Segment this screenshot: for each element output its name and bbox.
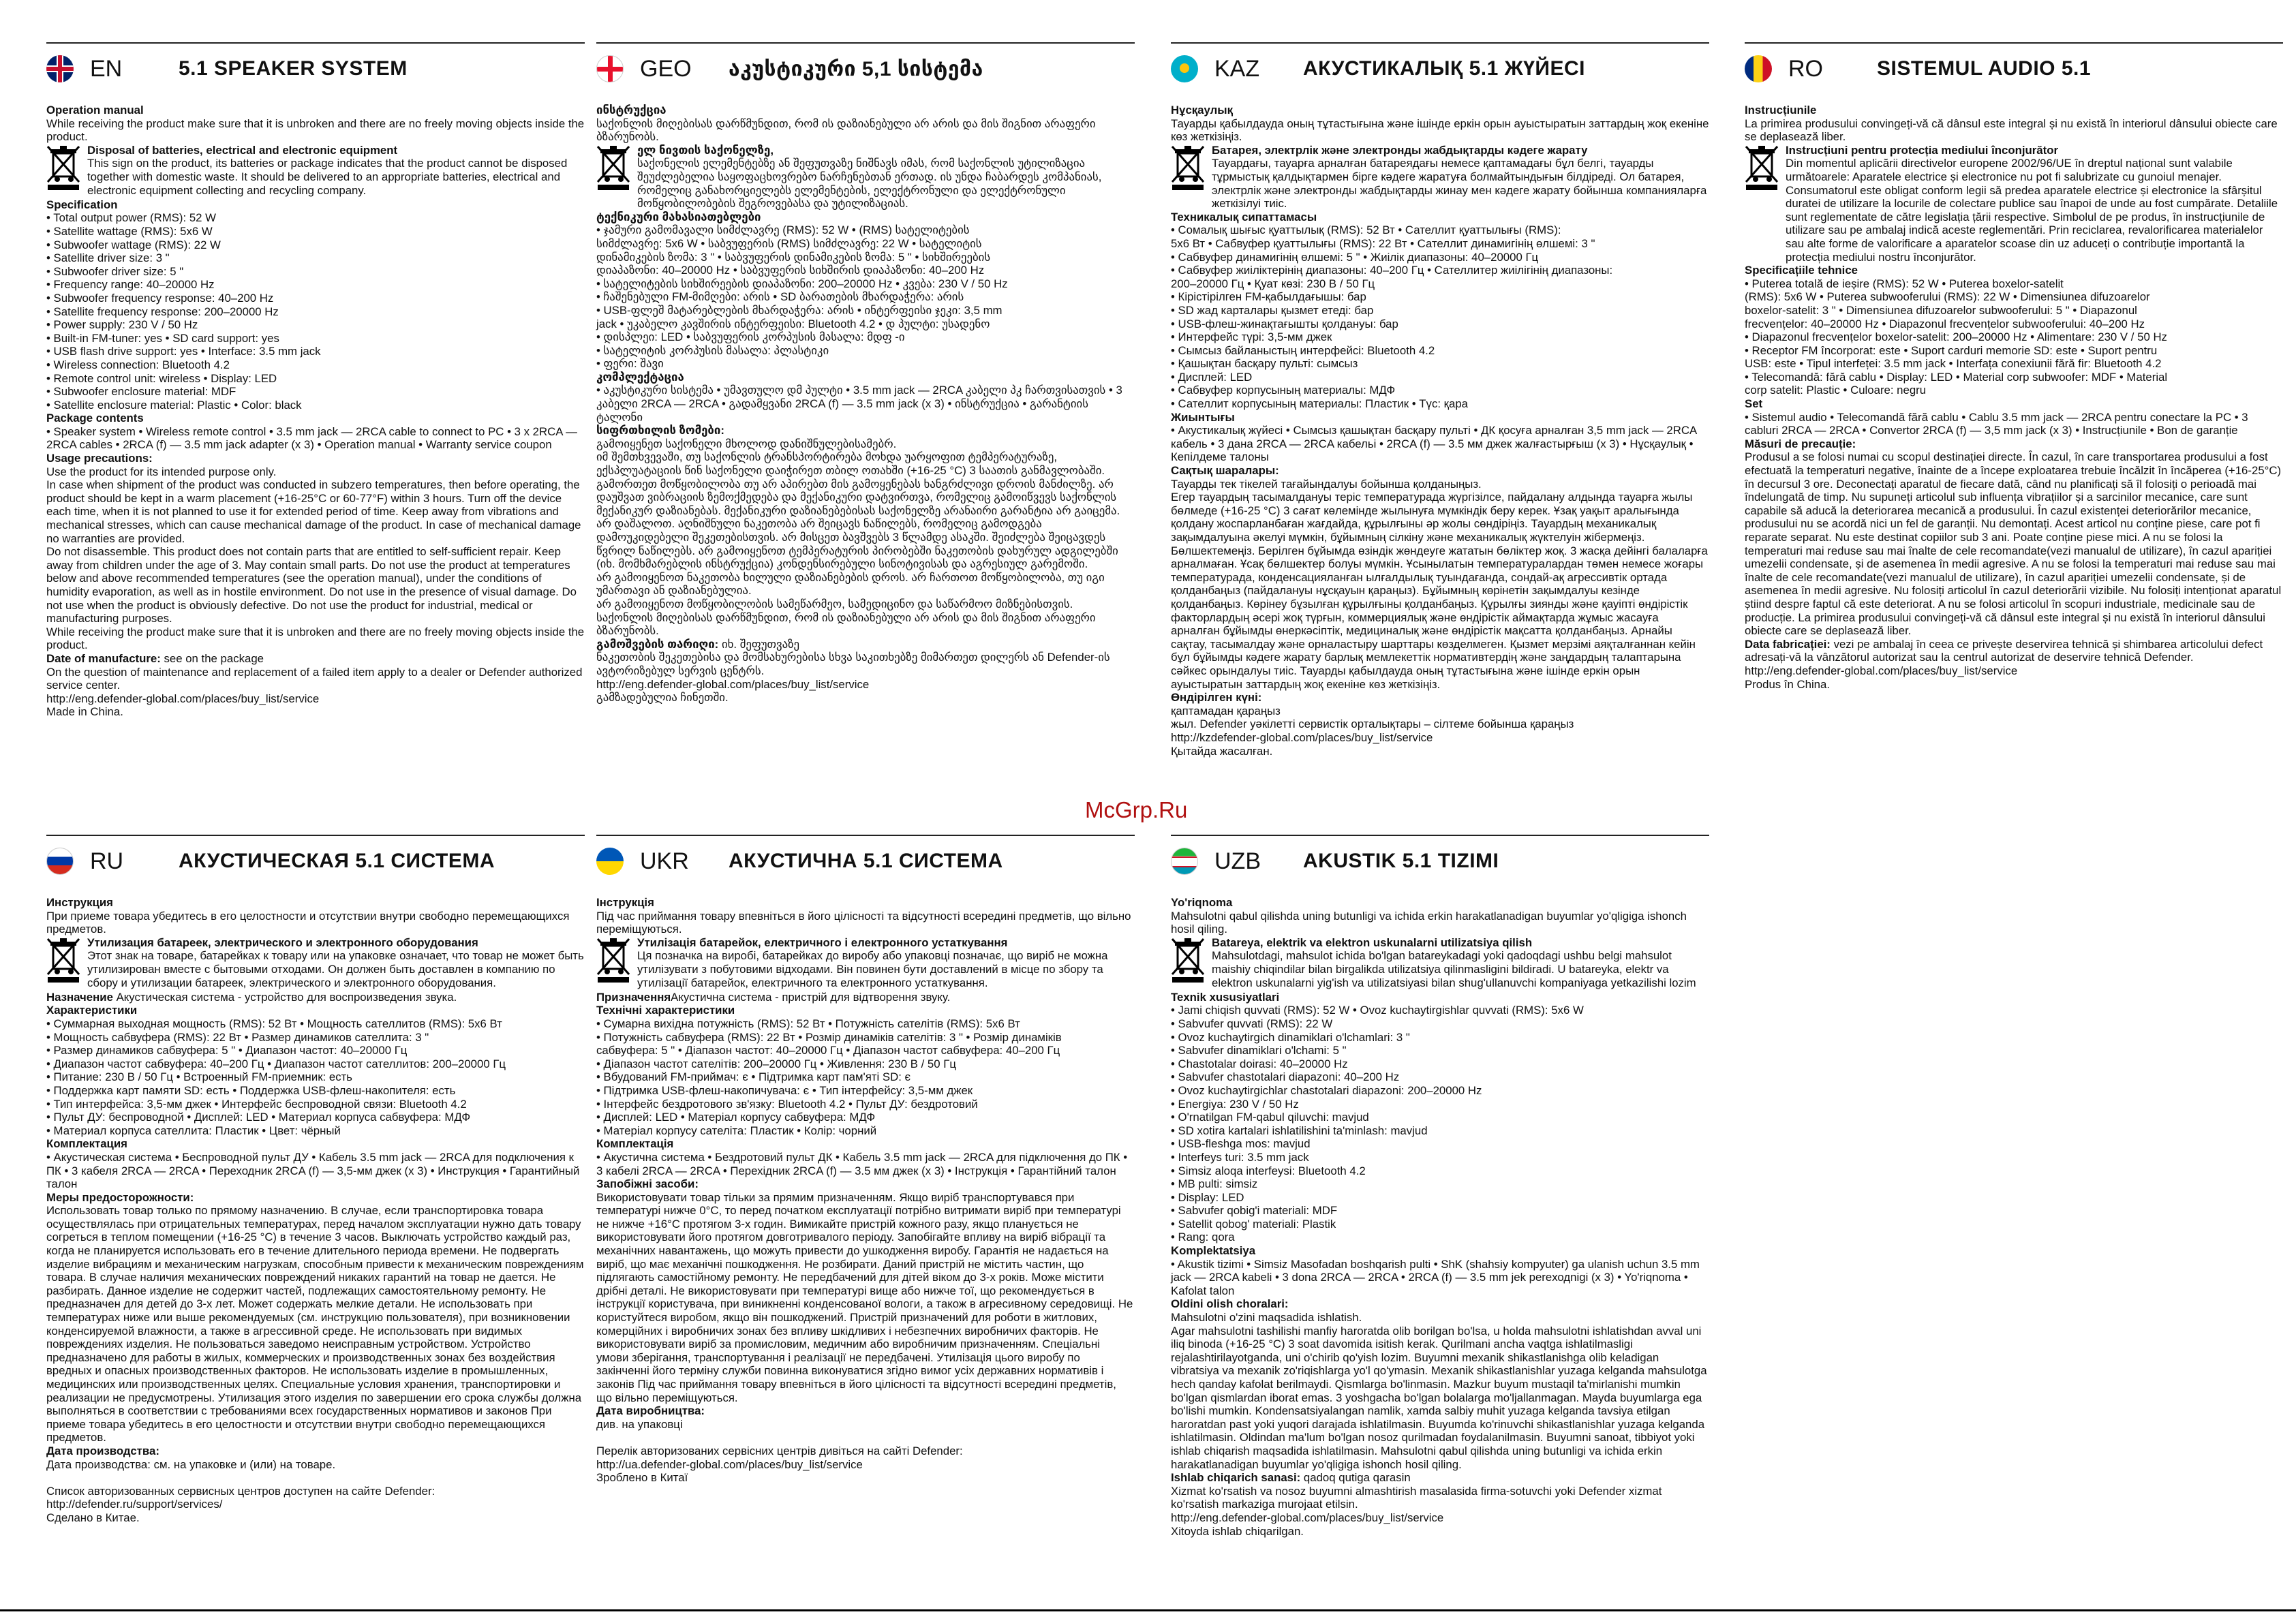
section-ru: [46, 835, 585, 1525]
spec-heading: Specificațiile tehnice: [1745, 264, 1858, 277]
disposal-heading: Утилизация батареек, электрического и электронного оборудования: [87, 936, 478, 949]
tail-text: On the question of maintenance and replacement of a failed item apply to a dealer or Defender authorized service center. http://eng.defender-global.com/places/buy_list/service Made in China.: [46, 665, 583, 719]
flag-icon: [46, 848, 74, 875]
flag-icon: [46, 55, 74, 82]
language-code: GEO: [640, 55, 692, 82]
disposal-text: საქონელის ელემენტებზე ან შეფუთვაზე ნიშნავს იმას, რომ საქონლის უტილიზაცია შეუძლებელია საყოფაცხოვრებო ნარჩენებთან ერთად. ის უნდა ჩაბარდეს კომპანიას, რომელიც განახორციელებს ელემენტების, ელექტრონული და ელექტრონული მოწყობილობების შეგროვებასა და უტილიზაციას.: [637, 157, 1102, 211]
disposal-block: [596, 144, 1135, 211]
manual-text: საქონლის მიღებისას დარწმუნდით, რომ ის დაზიანებული არ არის და მის შიგნით არაფერი ბზარუნობს.: [596, 117, 1096, 144]
manual-text: При приеме товара убедитесь в его целостности и отсутствии внутри свободно перемещающихся предметов.: [46, 909, 570, 936]
date-heading: გამოშვების თარიღი:: [596, 637, 719, 651]
package-heading: Жиынтығы: [1171, 410, 1235, 424]
tail-text: ნაკეთობის შეკეთებისა და მომსახურებისა სხვა საკითხებზე მიმართეთ დილერს ან Defender-ის ავტორიზებულ სერვის ცენტრს. http://eng.defender-global.com/places/buy_list/service გამზადებულია ჩინეთში.: [596, 651, 1110, 705]
disposal-heading: Instrucțiuni pentru protecția mediului înconjurător: [1786, 143, 2058, 157]
spec-item: • Subwoofer wattage (RMS): 22 W: [46, 238, 221, 251]
spec-item: • Remote control unit: wireless • Display: LED: [46, 371, 277, 385]
package-heading: Комплектація: [596, 1137, 674, 1151]
spec-item: • ფერი: შავი: [596, 357, 664, 371]
spec-item: • Поддержка карт памяти SD: есть • Поддержка USB-флеш-накопителя: есть: [46, 1083, 456, 1097]
disposal-text: Mahsulotdagi, mahsulot ichida bo'lgan batareykadagi yoki qadoqdagi ushbu belgi mahsulot maishiy chiqindilar bilan birgalikda utilizatsiya qilinmasligini bildiradi. U batareyka, elektr va elektron uskunalarni yig'ish va utilizatsiyasi bilan shug'ullanuvchi kompaniyaga yetkazilishi lozim: [1212, 949, 1696, 989]
language-code: EN: [90, 55, 123, 82]
spec-item: jack • უკაბელო კავშირის ინტერფეისი: Bluetooth 4.2 • დ პულტი: უსადენო: [596, 317, 990, 330]
date-text: see on the package: [160, 651, 264, 665]
manual-heading: ინსტრუქცია: [596, 104, 667, 117]
manual-heading: Operation manual: [46, 104, 144, 117]
spec-heading: Назначение: [46, 990, 113, 1004]
spec-item: • Energiya: 230 V / 50 Hz: [1171, 1097, 1299, 1111]
date-text: იხ. შეფუთვაზე: [718, 637, 800, 651]
package-text: • Акустикалық жүйесі • Сымсыз қашықтан басқару пульті • ДК қосуға арналған 3,5 mm jack — 2RCA кабель • 3 дана 2RCA — 2RCA кабельі • 2RCA (f) — 3.5 мм джек жалғастырғыш (x 3) • Нұсқаулық • Кепілдеме талоны: [1171, 424, 1697, 464]
spec-item: • Simsiz aloqa interfeysi: Bluetooth 4.2: [1171, 1164, 1366, 1177]
spec-item: • Ovoz kuchaytirgich dinamiklari o'lchamlari: 3 ": [1171, 1030, 1410, 1044]
disposal-text: This sign on the product, its batteries or package indicates that the product cannot be disposed together with domestic waste. It should be delivered to an appropriate batteries, electrical and electronic equipment collecting and recycling company.: [87, 157, 568, 197]
usage-text: Use the product for its intended purpose only. In case when shipment of the product was conducted in subzero temperatures, then before operating, the product should be kept in a warm placement (+16-25°C or 60-77°F) within 3 hours. Turn off the device each time, when it is not planned to use it for extended period of time. Keep away from vibrations and mechanical stresses, which can cause mechanical damage of the product. In case of mechanical damage no warranties are provided. Do not disassemble. This product does not contain parts that are entitled to self-sufficient repair. Keep away from children under the age of 3. May contain small parts. Do not use the product at temperatures below and above recommended temperatures (see the operation manual), under the conditions of humidity evaporation, as well as in hostile environment. Do not use in the presence of visual damage. Do not use when the product is obviously defective. Do not use the product for industrial, medical or manufacturing purposes. While receiving the product make sure that it is unbroken and there are no freely moving objects inside the product.: [46, 465, 585, 652]
crossed-bin-icon: [46, 936, 87, 991]
usage-text: Produsul a se folosi numai cu scopul destinației directe. În cazul, în care transportarea produsului a fost efectuată la temperaturi negative, înainte de a începe exploatarea trebuie încălzit în încăperea (+16-25°C) în decursul 3 ore. Deconectați aparatul de fiecare dată, când nu planificați să îl folosiți o perioadă mai îndelungată de timp. Nu supuneți articolul sub influența vibrațiilor și a sarcinilor mecanice, care sunt capabile să aducă la deteriorarea mecanică a produsului. În cazul existenței deteriorărilor mecanice, produsului nu se acordă nici un fel de garanții. Nu demontați. Acest articol nu conține piese, care pot fi reparate separat. Nu este destinat copiilor sub 3 ani. Poate conține piese mici. A nu se folosi la temperaturi mai reduse sau mai înalte de cele recomandate(vezi manualul de utilizare), în cazul apariției umezelii condensate, și de asemenea în medii agresive. A nu se folosi la temperaturi mai reduse sau mai înalte de cele recomandate(vezi manualul de utilizare), în cazul apariției umezelii condensate, și de asemenea în medii agresive. Nu folosiți articolul în cazul deteriorării vizibile. Nu folosiți intenționat aparatul știind despre faptul că este deteriorat. A nu se folosi articolul în scopuri industriale, medicinale sau de producție. La primirea produsului convingeți-vă că dânsul este integral și nu există în interiorul dânsului obiecte care se deplasează liber.: [1745, 450, 2282, 638]
manual-text: La primirea produsului convingeți-vă că dânsul este integral și nu există în interiorul dânsului obiecte care se deplasează liber.: [1745, 117, 2278, 144]
spec-item: 5x6 Вт • Сабвуфер қуаттылығы (RMS): 22 Вт • Сателлит динамигінің өлшемі: 3 ": [1171, 236, 1595, 250]
spec-intro: Акустична система - пристрій для відтворення звуку.: [671, 990, 951, 1004]
spec-item: (RMS): 5x6 W • Puterea subwooferului (RMS): 22 W • Dimensiunea difuzoarelor: [1745, 290, 2150, 304]
section-body: [46, 896, 585, 1525]
tail-text: Дата производства: см. на упаковке и (или) на товаре. Список авторизованных сервисных центров доступен на сайте Defender: http://defender.ru/support/services/ Сделано в Китае.: [46, 1457, 435, 1524]
section-header: [46, 835, 585, 882]
spec-item: • სატელიტების სიხშირეების დიაპაზონი: 200–20000 Hz • კვება: 230 V / 50 Hz: [596, 277, 1008, 290]
spec-item: • Суммарная выходная мощность (RMS): 52 Вт • Мощность сателлитов (RMS): 5x6 Вт: [46, 1017, 502, 1030]
crossed-bin-icon: [46, 144, 87, 198]
section-title: SISTEMUL AUDIO 5.1: [1877, 57, 2092, 80]
spec-item: • ჯამური გამომავალი სიმძლავრე (RMS): 52 W • (RMS) სატელიტების: [596, 223, 970, 237]
spec-item: • Вбудований FM-приймач: є • Підтримка карт пам'яті SD: є: [596, 1070, 911, 1084]
spec-item: • Диапазон частот сабвуфера: 40–200 Гц • Диапазон частот сателлитов: 200–20000 Гц: [46, 1057, 506, 1070]
spec-item: • Frequency range: 40–20000 Hz: [46, 278, 215, 292]
spec-item: • Jami chiqish quvvati (RMS): 52 W • Ovoz kuchaytirgishlar quvvati (RMS): 5x6 W: [1171, 1004, 1584, 1017]
spec-item: • Sabvufer chastotalari diapazoni: 40–200 Hz: [1171, 1070, 1400, 1084]
section-header: [596, 42, 1135, 90]
spec-intro: Акустическая система - устройство для воспроизведения звука.: [112, 990, 457, 1004]
disposal-heading: Disposal of batteries, electrical and electronic equipment: [87, 143, 398, 157]
date-heading: Ishlab chiqarich sanasi:: [1171, 1471, 1301, 1485]
section-title: აკუსტიკური 5,1 სისტემა: [729, 57, 983, 80]
spec-item: 200–20000 Гц • Қуат көзі: 230 В / 50 Гц: [1171, 277, 1375, 290]
date-text: vezi pe ambalaj în ceea ce privește deservirea tehnică și shimbarea articolului defect adresați-vă la vânzătorul autorizat sau la centrul autorizat de deservire tehnică Defender.: [1745, 637, 2263, 664]
usage-text: Использовать товар только по прямому назначению. В случае, если транспортировка товара осуществлялась при отрицательных температурах, перед началом эксплуатации нужно дать товару согреться в теплом помещении (+16-25 °С) в течение 3 часов. Выключать устройство каждый раз, когда не планируется использовать его в течение длительного периода времени. Не подвергать изделие вибрациям и механическим нагрузкам, способным привести к механическим повреждениям товара. В случае наличия механических повреждений никаких гарантий на товар не дается. Не разбирать. Данное изделие не содержит частей, подлежащих самостоятельному ремонту. Не предназначен для детей до 3-х лет. Может содержать мелкие детали. Не использовать при температурах ниже или выше рекомендуемых (см. инструкцию пользователя), при возникновении конденсируемой влажности, а также в агрессивной среде. Не использовать при видимых повреждениях изделия. Не пользоваться заведомо неисправным устройством. Устройство предназначено для работы в жилых, коммерческих и производственных зонах без воздействия вредных и опасных производственных факторов. Не использовать изделие в промышленных, медицинских или производственных целях. Специальные условия хранения, транспортировки и реализации не предусмотрены. Утилизация этого изделия по завершении его срока службы должна выполняться в соответствии с требованиями всех государственных нормативов и законов При приеме товара убедитесь в его целостности и отсутствии внутри свободно перемещающихся предметов.: [46, 1204, 584, 1444]
spec-item: • Diapazonul frecvențelor boxelor-satelit: 200–20000 Hz • Alimentare: 230 V / 50 Hz: [1745, 330, 2167, 344]
crossed-bin-icon: [596, 936, 637, 991]
spec-item: • Мощность сабвуфера (RMS): 22 Вт • Размер динамиков сателлита: 3 ": [46, 1030, 429, 1044]
spec-item: • Тип интерфейса: 3,5-мм джек • Интерфейс беспроводной связи: Bluetooth 4.2: [46, 1097, 467, 1111]
spec-item: • Display: LED: [1171, 1190, 1244, 1204]
spec-item: • USB flash drive support: yes • Interface: 3.5 mm jack: [46, 345, 321, 358]
spec2-heading: Технічні характеристики: [596, 1004, 735, 1017]
spec-item: • Wireless connection: Bluetooth 4.2: [46, 358, 230, 371]
flag-icon: [1171, 55, 1198, 82]
watermark: McGrp.Ru: [1085, 797, 1188, 822]
spec-item: • Дисплей: LED • Матеріал корпусу сабвуфера: МДФ: [596, 1111, 876, 1124]
spec-item: • Satellite frequency response: 200–20000 Hz: [46, 305, 279, 318]
section-uzb: [1171, 835, 1709, 1538]
language-code: UKR: [640, 848, 689, 874]
spec-item: • Sabvufer dinamiklari o'lchami: 5 ": [1171, 1044, 1347, 1057]
section-body: [1171, 896, 1709, 1538]
section-title: АКУСТИЧНА 5.1 СИСТЕМА: [729, 850, 1003, 872]
spec-item: • Chastotalar doirasi: 40–20000 Hz: [1171, 1057, 1348, 1070]
spec-item: • Сабвуфер динамигінің өлшемі: 5 " • Жиілік диапазоны: 40–20000 Гц: [1171, 250, 1539, 264]
usage-text: გამოიყენეთ საქონელი მხოლოდ დანიშნულებისამებრ. იმ შემთხვევაში, თუ საქონლის ტრანსპორტირება მოხდა უარყოფით ტემპერატურაზე, ექსპლუატაციის წინ საქონელი დაიჭირეთ თბილ ოთახში (+16-25 °C) 3 საათის განმავლობაში. გამორთეთ მოწყობილობა თუ არ აპირებთ მის გამოყენებას ხანგრძლივი დროის მანძილზე. არ დაუშვათ ვიბრაციის ზემოქმედება და მექანიკური დატვირთვა, რომელიც გამოიწვევს საქონლის მექანიკურ დაზიანებას. მექანიკური დაზიანებებისას საქონელზე არანაირი გარანტია არ გაიცემა. არ დაშალოთ. აღნიშნული ნაკეთობა არ შეიცავს ნაწილებს, რომელიც გამოდგება დამოუკიდებელი შეკეთებისთვის. არ მისცეთ ბავშვებს 3 წლამდე ასაკში. შეიძლება შეიცავდეს წვრილ ნაწილებს. არ გამოიყენოთ ტემპერატურის პირობებში ნაკეთობის დახურულ ადგილებში (იხ. მომხმარებლის ინსტრუქცია) კონდენსირებული სინოტივისას და აგრესიულ გარემოში. არ გამოიყენოთ ნაკეთობა ხილული დაზიანებების დროს. არ ჩართოთ მოწყობილობა, თუ იგი უმართავი ან დაზიანებულია. არ გამოიყენოთ მოწყობილობის სამეწარმეო, სამედიცინო და საწარმოო მიზნებისთვის. საქონლის მიღებისას დარწმუნდით, რომ ის დაზიანებული არ არის და მის შიგნით არაფერი ბზარუნობს.: [596, 437, 1120, 638]
crossed-bin-icon: [1171, 936, 1212, 991]
spec-item: • Қашықтан басқару пульті: сымсыз: [1171, 357, 1358, 371]
disposal-block: [1171, 936, 1709, 991]
spec-item: • USB-fleshga mos: mavjud: [1171, 1137, 1311, 1151]
manual-heading: Нұсқаулық: [1171, 104, 1234, 117]
spec-item: • Telecomandă: fără cablu • Display: LED • Material corp subwoofer: MDF • Material: [1745, 370, 2168, 384]
date-text: qadoq qutiga qarasin: [1300, 1471, 1411, 1485]
package-heading: Package contents: [46, 412, 144, 425]
disposal-heading: Батарея, электрлік және электронды жабдықтарды кәдеге жарату: [1212, 143, 1588, 157]
usage-text: Використовувати товар тільки за прямим призначенням. Якщо виріб транспортувався при температурі нижче 0°С, то перед початком експлуатації потрібно витримати виріб при температурі не нижче +16°С протягом 3-х годин. Вимикайте пристрій кожного разу, якщо планується не використовувати його протягом довготривалого періоду. Запобігайте впливу на виріб вібрації та механічних навантажень, що можуть привести до ушкодження виробу. Гарантія не надається на виріб, що має механічні пошкодження. Не розбирати. Даний пристрій не містить частин, що підлягають самостійному ремонту. Не передбачений для дітей віком до 3-х років. Може містити дрібні деталі. Не використовувати при температурі вище або нижче тої, що рекомендується в інструкції користувача, при виникненні конденсованої вологи, а також в агресивному середовищі. Не користуйтеся виробом, якщо він пошкоджений. Пристрій призначений для роботи в житлових, комерційних і виробничих зонах без впливу шкідливих і небезпечних виробничих факторів. Не використовувати виріб за промисловим, медичним або виробничим призначенням. Спеціальні умови зберігання, транспортування і реалізації не передбачені. Утилізація цього виробу по закінченні його терміну служби повинна виконуватися згідно вимог усіх державних нормативів і законів Під час приймання товару впевніться в його цілісності та відсутності всередині предметів, що вільно переміщуються.: [596, 1190, 1133, 1404]
section-ro: [1745, 42, 2283, 691]
spec-heading: Texnik xususiyatlari: [1171, 990, 1280, 1004]
spec-item: • Сабвуфер жиіліктерінің диапазоны: 40–200 Гц • Сателлитер жиілігінің диапазоны:: [1171, 264, 1613, 277]
flag-icon: [1745, 55, 1772, 82]
section-header: [46, 42, 585, 90]
date-heading: Дата виробництва:: [596, 1404, 705, 1418]
spec-item: • SD xotira kartalari ishlatilishini ta'minlash: mavjud: [1171, 1124, 1428, 1137]
spec-item: • Sabvufer quvvati (RMS): 22 W: [1171, 1017, 1333, 1030]
spec-item: • Інтерфейс бездротового зв'язку: Bluetooth 4.2 • Пульт ДУ: бездротовий: [596, 1097, 978, 1111]
spec-item: frecvențelor: 40–20000 Hz • Diapazonul frecvențelor subwooferului: 40–200 Hz: [1745, 317, 2145, 330]
spec-item: USB: este • Tipul interfeței: 3.5 mm jack • Interfața conexiunii fără fir: Bluetooth 4.2: [1745, 357, 2162, 371]
spec-item: • Питание: 230 В / 50 Гц • Встроенный FM-приемник: есть: [46, 1070, 353, 1084]
date-heading: Өндірілген күні:: [1171, 691, 1262, 705]
disposal-block: [1745, 144, 2283, 264]
package-heading: Комплектация: [46, 1137, 127, 1151]
spec-item: • Пульт ДУ: беспроводной • Дисплей: LED • Материал корпуса сабвуфера: МДФ: [46, 1111, 471, 1124]
section-header: [1171, 835, 1709, 882]
spec-item: • Satellite driver size: 3 ": [46, 251, 170, 265]
date-heading: Data fabricației:: [1745, 637, 1831, 651]
spec-heading: Призначення: [596, 990, 671, 1004]
usage-heading: Запобіжні засоби:: [596, 1177, 699, 1191]
spec-heading: Specification: [46, 198, 118, 211]
spec-item: • USB-ფლეშ მატარებლების მხარდაჭერა: არის • ინტერფეისი ჯეკი: 3,5 mm: [596, 303, 1002, 317]
spec-item: • Підтримка USB-флеш-накопичувача: є • Тип інтерфейсу: 3,5-мм джек: [596, 1083, 973, 1097]
spec-item: • Receptor FM încorporat: este • Suport carduri memorie SD: este • Suport pentru: [1745, 343, 2158, 357]
spec-item: сабвуфера: 5 " • Діапазон частот: 40–20000 Гц • Діапазон частот сабвуфера: 40–200 Гц: [596, 1044, 1060, 1057]
manual-heading: Інструкція: [596, 896, 654, 909]
spec-item: სიმძლავრე: 5x6 W • საბვუფერის (RMS) სიმძლავრე: 22 W • სატელიტის: [596, 236, 982, 250]
package-heading: კომპლექტაცია: [596, 370, 684, 384]
flag-icon: [596, 848, 624, 875]
spec-item: • Сателлит корпусының материалы: Пластик • Түс: қара: [1171, 397, 1469, 411]
section-title: 5.1 SPEAKER SYSTEM: [179, 57, 408, 80]
spec-item: • Сабвуфер корпусының материалы: МДФ: [1171, 384, 1396, 397]
spec-item: • Subwoofer driver size: 5 ": [46, 264, 184, 278]
disposal-block: [596, 936, 1135, 991]
spec-item: • Потужність сабвуфера (RMS): 22 Вт • Розмір динаміків сателітів: 3 " • Розмір динаміків: [596, 1030, 1062, 1044]
spec-item: boxelor-satelit: 3 " • Dimensiunea difuzoarelor subwooferului: 5 " • Diapazonul: [1745, 303, 2137, 317]
section-kaz: [1171, 42, 1709, 758]
spec-item: • Total output power (RMS): 52 W: [46, 211, 216, 225]
disposal-block: [46, 144, 585, 198]
spec-item: • Діапазон частот сателітів: 200–20000 Гц • Живлення: 230 В / 50 Гц: [596, 1057, 956, 1070]
disposal-heading: ელ ნივთის საქონელზე,: [637, 143, 774, 157]
spec-item: • Subwoofer frequency response: 40–200 Hz: [46, 291, 274, 305]
package-text: • Akustik tizimi • Simsiz Masofadan boshqarish pulti • ShK (shahsiy kompyuter) ga ulanish uchun 3.5 mm jack — 2RCA kabeli • 3 dona 2RCA — 2RCA • 2RCA (f) — 3.5 mm jek pereходnigi (x 3) • Yo'riqnoma • Kafolat talon: [1171, 1257, 1700, 1297]
spec2-heading: Характеристики: [46, 1004, 138, 1017]
language-code: UZB: [1214, 848, 1261, 874]
spec-item: • Built-in FM-tuner: yes • SD card support: yes: [46, 331, 279, 345]
manual-text: Під час приймання товару впевніться в його цілісності та відсутності всередині предметів, що вільно переміщуються.: [596, 909, 1131, 936]
section-title: AKUSTIK 5.1 TIZIMI: [1303, 850, 1499, 872]
section-body: [1745, 104, 2283, 691]
disposal-text: Din momentul aplicării directivelor europene 2002/96/UE în dreptul național sunt valabile următoarele: Aparatele electrice și electronice nu pot fi salubrizate cu gunoiul menajer. Consumatorul este obligat conform legii să predea aparatele electrice și electronice la sfârșitul duratei de utilizare la locurile de colectare publice sau înapoi de unde au fost cumpărate. Detaliile sunt reglementate de către legislația țării respective. Simbolul de pe produs, în instrucțiunile de utilizare sau pe ambalaj indică aceste reglementări. Prin reciclarea, revalorificarea materialelor sau alte forme de valorificare a aparatelor scoase din uz aduceți o contribuție importantă la protecția mediului nostru înconjurător.: [1786, 157, 2278, 264]
spec-item: • Puterea totală de ieșire (RMS): 52 W • Puterea boxelor-satelit: [1745, 277, 2064, 290]
usage-heading: სიფრთხილის ზომები:: [596, 424, 724, 437]
spec-item: • MB pulti: simsiz: [1171, 1177, 1258, 1191]
language-code: KAZ: [1214, 55, 1260, 82]
section-ukr: [596, 835, 1135, 1485]
usage-heading: Usage precautions:: [46, 452, 153, 465]
manual-heading: Инструкция: [46, 896, 113, 909]
crossed-bin-icon: [596, 144, 637, 198]
usage-heading: Меры предосторожности:: [46, 1190, 194, 1204]
usage-heading: Măsuri de precauție:: [1745, 437, 1856, 450]
flag-icon: [1171, 848, 1198, 875]
manual-heading: Instrucțiunile: [1745, 104, 1817, 117]
tail-text: қаптамадан қараңыз жыл. Defender уәкілетті сервистік орталықтары – сілтеме бойынша қараңыз http://kzdefender-global.com/places/buy_list/service Қытайда жасалған.: [1171, 704, 1574, 758]
crossed-bin-icon: [1171, 144, 1212, 198]
spec-item: • Матеріал корпусу сателіта: Пластик • Колір: чорний: [596, 1124, 877, 1137]
spec-item: • Interfeys turi: 3.5 mm jack: [1171, 1150, 1309, 1164]
spec-item: • ჩაშენებული FM-მიმღები: არის • SD ბარათების მხარდაჭერა: არის: [596, 290, 964, 304]
manual-text: Тауарды қабылдауда оның тұтастығына және ішінде еркін орын ауыстыратын заттардың жоқ екеніне көз жеткізіңіз.: [1171, 117, 1709, 144]
spec-item: • Сомалық шығыс қуаттылық (RMS): 52 Вт • Сателлит қуаттылығы (RMS):: [1171, 223, 1561, 237]
date-heading: Дата производства:: [46, 1444, 159, 1457]
spec-item: • Ovoz kuchaytirgichlar chastotalari diapazoni: 200–20000 Hz: [1171, 1083, 1482, 1097]
manual-text: While receiving the product make sure that it is unbroken and there are no freely moving objects inside the product.: [46, 117, 585, 144]
section-title: АКУСТИКАЛЫҚ 5.1 ЖҮЙЕСІ: [1303, 57, 1586, 80]
package-heading: Komplektatsiya: [1171, 1244, 1256, 1258]
usage-heading: Сақтық шаралары:: [1171, 464, 1279, 478]
language-code: RO: [1788, 55, 1823, 82]
spec-item: • Subwoofer enclosure material: MDF: [46, 385, 236, 399]
spec-item: • Сымсыз байланыстың интерфейсі: Bluetooth 4.2: [1171, 343, 1435, 357]
section-header: [1171, 42, 1709, 90]
spec-item: • USB-флеш-жинақтағышты қолдануы: бар: [1171, 317, 1398, 330]
spec-item: • Power supply: 230 V / 50 Hz: [46, 318, 198, 332]
package-text: • Акустична система • Бездротовий пульт ДК • Кабель 3.5 mm jack — 2RCA для підключення до ПК • 3 кабелі 2RCA — 2RCA • Перехідник 2RCA (f) — 3.5 мм джек (x 3) • Інструкція • Гарантійний талон: [596, 1150, 1128, 1177]
package-text: • Speaker system • Wireless remote control • 3.5 mm jack — 2RCA cable to connect to PC • 3 x 2RCA — 2RCA cables • 2RCA (f) — 3.5 mm jack adapter (x 3) • Operation manual • Warranty service coupon: [46, 424, 577, 452]
spec-item: • დისპლეი: LED • საბვუფერის კორპუსის მასალა: მდფ -ი: [596, 330, 905, 344]
section-body: [1171, 104, 1709, 758]
disposal-heading: Batareya, elektrik va elektron uskunalarni utilizatsiya qilish: [1212, 936, 1533, 949]
usage-text: Mahsulotni o'zini maqsadida ishlatish. Agar mahsulotni tashilishi manfiy haroratda olib borilgan bo'lsa, u holda mahsulotni ishlatishdan avval uni iliq binoda (+16-25 °C) 3 soat davomida isitish kerak. Qurilmani ancha vaqtga ishlatilmasligi rejalashtirilayotganda, uni o'chirib qo'yish lozim. Buyumni mexanik shikastlanishga olib keladigan vibratsiya va mexanik zo'riqishlarga yo'l qo'ymasin. Mexanik shikastlanishlar yuzaga kelganda mahsulotga hech qanday kafolat berilmaydi. Qismlarga bo'linmasin. Mazkur buyum mustaqil ta'mirlanishi mumkin bo'lgan qismlardan iborat emas. 3 yoshgacha bo'lgan bolalarga mo'ljallanmagan. Mayda buyumlarga ega bo'lishi mumkin. Kondensatsiyalangan namlik, xamda salbiy muhit yuzaga kelganda tavsiya etilgan haroratdan past yoki yuqori darajada ishlatilmasin. Buyumda ko'rinuvchi shikastlanishlar yuzaga kelganda ishlatilmasin. Oldindan ma'lum bo'lgan nosoz qurilmadan foydalanilmasin. Buyumni sanoat, tibbiyot yoki ishlab chiqarish maqsadida ishlatilmasin. Mahsulotni qabul qilishda uning butunligi va ichida erkin harakatlanadigan buyumlar yo'qligiga ishonch hosil qiling.: [1171, 1311, 1707, 1471]
spec-item: დიაპაზონი: 40–20000 Hz • საბვუფერის სიხშირის დიაპაზონი: 40–200 Hz: [596, 264, 985, 277]
section-header: [1745, 42, 2283, 90]
section-body: [46, 104, 585, 719]
usage-heading: Oldini olish choralari:: [1171, 1297, 1289, 1311]
section-header: [596, 835, 1135, 882]
manual-text: Mahsulotni qabul qilishda uning butunligi va ichida erkin harakatlanadigan buyumlar yo'qligiga ishonch hosil qiling.: [1171, 909, 1687, 936]
crossed-bin-icon: [1745, 144, 1786, 198]
section-title: АКУСТИЧЕСКАЯ 5.1 СИСТЕМА: [179, 850, 495, 872]
disposal-text: Этот знак на товаре, батарейках к товару или на упаковке означает, что товар не может быть утилизирован вместе с бытовыми отходами. Он должен быть доставлен в компанию по сбору и утилизации батареек, электрического и электронного оборудования.: [87, 949, 584, 989]
spec-heading: Техникалық сипаттамасы: [1171, 210, 1317, 223]
spec-item: • Дисплей: LED: [1171, 370, 1253, 384]
spec-item: • SD жад карталары қызмет етеді: бар: [1171, 303, 1374, 317]
spec-item: • Сумарна вихідна потужність (RMS): 52 Вт • Потужність сателітів (RMS): 5x6 Вт: [596, 1017, 1020, 1030]
date-heading: Date of manufacture:: [46, 651, 161, 665]
spec-item: • Satellite enclosure material: Plastic • Color: black: [46, 398, 302, 412]
section-geo: [596, 42, 1135, 705]
spec-item: • Satellite wattage (RMS): 5x6 W: [46, 224, 213, 238]
package-text: • აკუსტიკური სისტემა • უმავთულო დმ პულტი • 3.5 mm jack — 2RCA კაბელი პკ ჩართვისათვის • 3 კაბელი 2RCA — 2RCA • გადამყვანი 2RCA (f) — 3.5 mm jack (x 3) • ინსტრუქცია • გარანტიის ტალონი: [596, 384, 1122, 424]
language-code: RU: [90, 848, 124, 874]
disposal-block: [1171, 144, 1709, 211]
spec-item: corp satelit: Plastic • Culoare: negru: [1745, 384, 1927, 397]
spec-item: • სატელიტის კორპუსის მასალა: პლასტიკი: [596, 343, 829, 357]
spec-heading: ტექნიკური მახასიათებლები: [596, 210, 761, 223]
section-en: [46, 42, 585, 719]
spec-item: • Размер динамиков сабвуфера: 5 " • Диапазон частот: 40–20000 Гц: [46, 1044, 408, 1057]
tail-text: http://eng.defender-global.com/places/buy_list/service Produs în China.: [1745, 664, 2018, 691]
package-text: • Акустическая система • Беспроводной пульт ДУ • Кабель 3.5 mm jack — 2RCA для подключения к ПК • 3 кабеля 2RCA — 2RCA • Переходник 2RCA (f) — 3,5-мм джек (x 3) • Инструкция • Гарантийный талон: [46, 1150, 580, 1191]
spec-item: • Материал корпуса сателлита: Пластик • Цвет: чёрный: [46, 1124, 341, 1137]
spec-item: • Sabvufer qobig'i materiali: MDF: [1171, 1204, 1338, 1218]
tail-text: див. на упаковці Перелік авторизованих сервісних центрів дивіться на сайті Defender: http://ua.defender-global.com/places/buy_list/service Зроблено в Китаї: [596, 1417, 963, 1485]
tail-text: Xizmat ko'rsatish va nosoz buyumni almashtirish masalasida firma-sotuvchi yoki Defender xizmat ko'rsatish markaziga murojaat etilsin. http://eng.defender-global.com/places/buy_list/service Xitoyda ishlab chiqarilgan.: [1171, 1484, 1662, 1538]
usage-text: Тауарды тек тікелей тағайындалуы бойынша қолданыңыз. Егер тауардың тасымалдануы теріс температурада жүргізілсе, пайдалану алдында тауарға жылы бөлмеде (+16-25 °С) 3 сағат көлемінде жылынуға мүмкіндік беру керек. Ұзақ уақыт аралығында қолдану жоспарланбаған жағдайда, құрылғыны әр жолы сөндіріңіз. Тауардың механикалық зақымдалуына әкелуі мүмкін, бұйымның сілкіну және механикалық жүктелуін жібермеңіз. Бөлшектемеңіз. Берілген бұйымда өзіндік жөндеуге жататын бөліктер жоқ. 3 жасқа дейінгі балаларға арналмаған. Ұсақ бөлшектер болуы мүмкін. Ұсынылатын температуралардан төмен немесе жоғары температурада, конденсацияланған ылғалдылық туындағанда, сондай-ақ агрессивтік ортада қолданбаңыз (пайдалануы нұсқауын қараңыз). Бұйымның көрінетін зақымдалуы кезінде қолданбаңыз. Көрінеу бұзылған құрылғыны қолданбаңыз. Құрылғы зиянды және қауіпті өндірістік факторлардың әсері жоқ түрғын, коммерциялық және өндірістік аймақтарда жұмыс жасауға арналған бұйымды өнеркәсіптік, медициналық және өндірістік мақсатта қолданбаңыз. Арнайы сақтау, тасымалдау және орналастыру шарттары көзделмеген. Қызмет мерзімі аяқталғаннан кейін бұл бұйымды кәдеге жарату барлық мемлекеттік нормативтердің және заңдардың талаптарына сәйкес орындалуы тиіс. Тауарды қабылдауда оның тұтастығына және ішінде еркін орын ауыстыратын заттардың жоқ екеніне көз жеткізіңіз.: [1171, 477, 1708, 691]
spec-item: • O'rnatilgan FM-qabul qiluvchi: mavjud: [1171, 1111, 1369, 1124]
spec-item: • Интерфейс түрі: 3,5-мм джек: [1171, 330, 1332, 344]
section-body: [596, 896, 1135, 1485]
disposal-heading: Утилізація батарейок, електричного і електронного устаткування: [637, 936, 1008, 949]
flag-icon: [596, 55, 624, 82]
disposal-block: [46, 936, 585, 991]
manual-heading: Yo'riqnoma: [1171, 896, 1233, 909]
spec-item: დინამიკების ზომა: 3 " • საბვუფერის დინამიკების ზომა: 5 " • სიხშირეების: [596, 250, 991, 264]
disposal-text: Тауардағы, тауарға арналған батареядағы немесе қаптамадағы бұл белгі, тауарды тұрмыстық қалдықтармен бірге кәдеге жаратуға болмайтындығын білдіреді. Ол батарея, электрлік және электронды жабдықтарды жинау мен кәдеге жарату бойынша компанияларға жеткізілуі тиіс.: [1212, 157, 1707, 211]
section-body: [596, 104, 1135, 705]
package-text: • Sistemul audio • Telecomandă fără cablu • Cablu 3.5 mm jack — 2RCA pentru conectare la PC • 3 cabluri 2RCA — 2RCA • Convertor 2RCA (f) — 3,5 mm jack (x 3) • Instrucțiunile • Bon de garanție: [1745, 410, 2248, 437]
package-heading: Set: [1745, 397, 1763, 411]
spec-item: • Rang: qora: [1171, 1231, 1235, 1244]
footer-rule: [0, 1609, 2296, 1611]
spec-item: • Кірістірілген FM-қабылдағышы: бар: [1171, 290, 1366, 304]
disposal-text: Ця позначка на виробі, батарейках до виробу або упаковці позначає, що виріб не можна утилізувати з побутовими відходами. Він повинен бути доставлений в місце по збору та утилізації батарейок, електричного та електронного устаткування.: [637, 949, 1108, 989]
spec-item: • Satellit qobog' materiali: Plastik: [1171, 1217, 1336, 1231]
